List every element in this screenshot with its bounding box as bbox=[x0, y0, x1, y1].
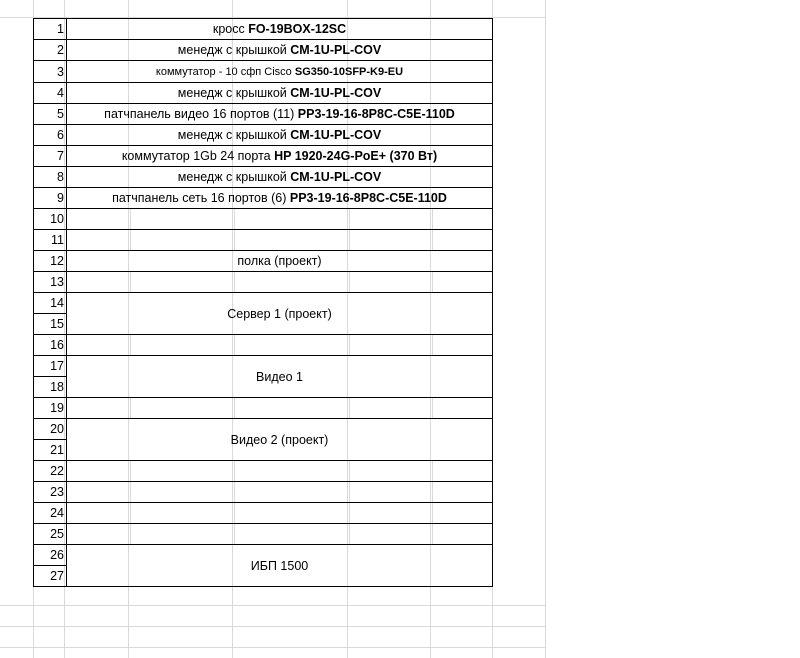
table-row bbox=[34, 272, 493, 293]
row-number-cell[interactable]: 14 bbox=[34, 293, 67, 314]
row-number-cell[interactable]: 7 bbox=[34, 146, 67, 167]
row-number-cell[interactable]: 19 bbox=[34, 398, 67, 419]
table-row bbox=[34, 125, 493, 146]
row-number-cell[interactable]: 3 bbox=[34, 61, 67, 83]
item-model: CM-1U-PL-COV bbox=[290, 128, 382, 142]
empty-cell[interactable] bbox=[67, 482, 493, 503]
table-row bbox=[34, 104, 493, 125]
row-number-cell[interactable]: 12 bbox=[34, 251, 67, 272]
table-row bbox=[34, 482, 493, 503]
row-number-cell[interactable]: 13 bbox=[34, 272, 67, 293]
row-number-cell[interactable]: 26 bbox=[34, 545, 67, 566]
empty-cell[interactable] bbox=[67, 461, 493, 482]
item-model: CM-1U-PL-COV bbox=[290, 86, 382, 100]
row-number-cell[interactable]: 4 bbox=[34, 83, 67, 104]
row-number-cell[interactable]: 11 bbox=[34, 230, 67, 251]
row-number-cell[interactable]: 6 bbox=[34, 125, 67, 146]
description-cell[interactable] bbox=[67, 146, 493, 167]
block-label: ИБП 1500 bbox=[250, 558, 309, 573]
row-number-cell[interactable]: 1 bbox=[34, 19, 67, 40]
empty-cell[interactable] bbox=[67, 272, 493, 293]
table-row bbox=[34, 503, 493, 524]
description-cell[interactable] bbox=[67, 104, 493, 125]
item-description: коммутатор - 10 сфп Cisco bbox=[155, 66, 295, 78]
empty-cell[interactable] bbox=[67, 209, 493, 230]
empty-cell[interactable] bbox=[67, 335, 493, 356]
table-row bbox=[34, 398, 493, 419]
row-number-cell[interactable]: 24 bbox=[34, 503, 67, 524]
server-cell[interactable] bbox=[67, 293, 493, 335]
row-number-cell[interactable]: 21 bbox=[34, 440, 67, 461]
table-row bbox=[34, 524, 493, 545]
table-row bbox=[34, 230, 493, 251]
block-label: Видео 1 bbox=[256, 369, 303, 384]
row-number-cell[interactable]: 17 bbox=[34, 356, 67, 377]
video2-cell[interactable] bbox=[67, 419, 493, 461]
item-description: кросс bbox=[212, 22, 249, 36]
table-row bbox=[34, 188, 493, 209]
block-label: Видео 2 (проект) bbox=[230, 432, 329, 447]
table-row bbox=[34, 40, 493, 61]
item-model: PP3-19-16-8P8C-C5E-110D bbox=[297, 107, 455, 121]
row-number-cell[interactable]: 2 bbox=[34, 40, 67, 61]
description-cell[interactable] bbox=[67, 19, 493, 40]
item-model: CM-1U-PL-COV bbox=[290, 43, 382, 57]
empty-cell[interactable] bbox=[67, 230, 493, 251]
row-number-cell[interactable]: 18 bbox=[34, 377, 67, 398]
row-number-cell[interactable]: 10 bbox=[34, 209, 67, 230]
table-row bbox=[34, 146, 493, 167]
description-cell[interactable] bbox=[67, 83, 493, 104]
item-description: патчпанель видео 16 портов (11) bbox=[104, 107, 298, 121]
rack-table bbox=[33, 18, 493, 587]
empty-cell[interactable] bbox=[67, 398, 493, 419]
row-number-cell[interactable]: 16 bbox=[34, 335, 67, 356]
row-number-cell[interactable]: 5 bbox=[34, 104, 67, 125]
item-description: менедж с крышкой bbox=[177, 128, 291, 142]
table-row bbox=[34, 419, 493, 440]
row-number-cell[interactable]: 20 bbox=[34, 419, 67, 440]
row-number-cell[interactable]: 23 bbox=[34, 482, 67, 503]
table-row bbox=[34, 461, 493, 482]
description-cell[interactable] bbox=[67, 167, 493, 188]
row-number-cell[interactable]: 25 bbox=[34, 524, 67, 545]
row-number-cell[interactable]: 27 bbox=[34, 566, 67, 587]
item-description: менедж с крышкой bbox=[177, 170, 291, 184]
table-row bbox=[34, 251, 493, 272]
ups-cell[interactable] bbox=[67, 545, 493, 587]
description-cell[interactable] bbox=[67, 61, 493, 83]
table-row bbox=[34, 19, 493, 40]
item-model: PP3-19-16-8P8C-C5E-110D bbox=[289, 191, 447, 205]
item-model: FO-19BOX-12SC bbox=[248, 22, 347, 36]
block-label: полка (проект) bbox=[237, 254, 322, 268]
item-model: HP 1920-24G-PoE+ (370 Вт) bbox=[274, 149, 438, 163]
table-row bbox=[34, 83, 493, 104]
table-row bbox=[34, 335, 493, 356]
item-description: менедж с крышкой bbox=[177, 86, 291, 100]
block-label: Сервер 1 (проект) bbox=[227, 306, 332, 321]
table-row bbox=[34, 209, 493, 230]
item-description: менедж с крышкой bbox=[177, 43, 291, 57]
row-number-cell[interactable]: 15 bbox=[34, 314, 67, 335]
item-model: SG350-10SFP-K9-EU bbox=[294, 66, 404, 78]
table-row bbox=[34, 356, 493, 377]
description-cell[interactable] bbox=[67, 125, 493, 146]
row-number-cell[interactable]: 22 bbox=[34, 461, 67, 482]
row-number-cell[interactable]: 9 bbox=[34, 188, 67, 209]
description-cell[interactable] bbox=[67, 40, 493, 61]
table-row bbox=[34, 61, 493, 83]
item-model: CM-1U-PL-COV bbox=[290, 170, 382, 184]
item-description: коммутатор 1Gb 24 порта bbox=[121, 149, 275, 163]
empty-cell[interactable] bbox=[67, 524, 493, 545]
table-row bbox=[34, 167, 493, 188]
item-description: патчпанель сеть 16 портов (6) bbox=[112, 191, 290, 205]
row-number-cell[interactable]: 8 bbox=[34, 167, 67, 188]
description-cell[interactable] bbox=[67, 188, 493, 209]
shelf-cell[interactable] bbox=[67, 251, 493, 272]
video1-cell[interactable] bbox=[67, 356, 493, 398]
table-row bbox=[34, 293, 493, 314]
empty-cell[interactable] bbox=[67, 503, 493, 524]
table-row bbox=[34, 545, 493, 566]
